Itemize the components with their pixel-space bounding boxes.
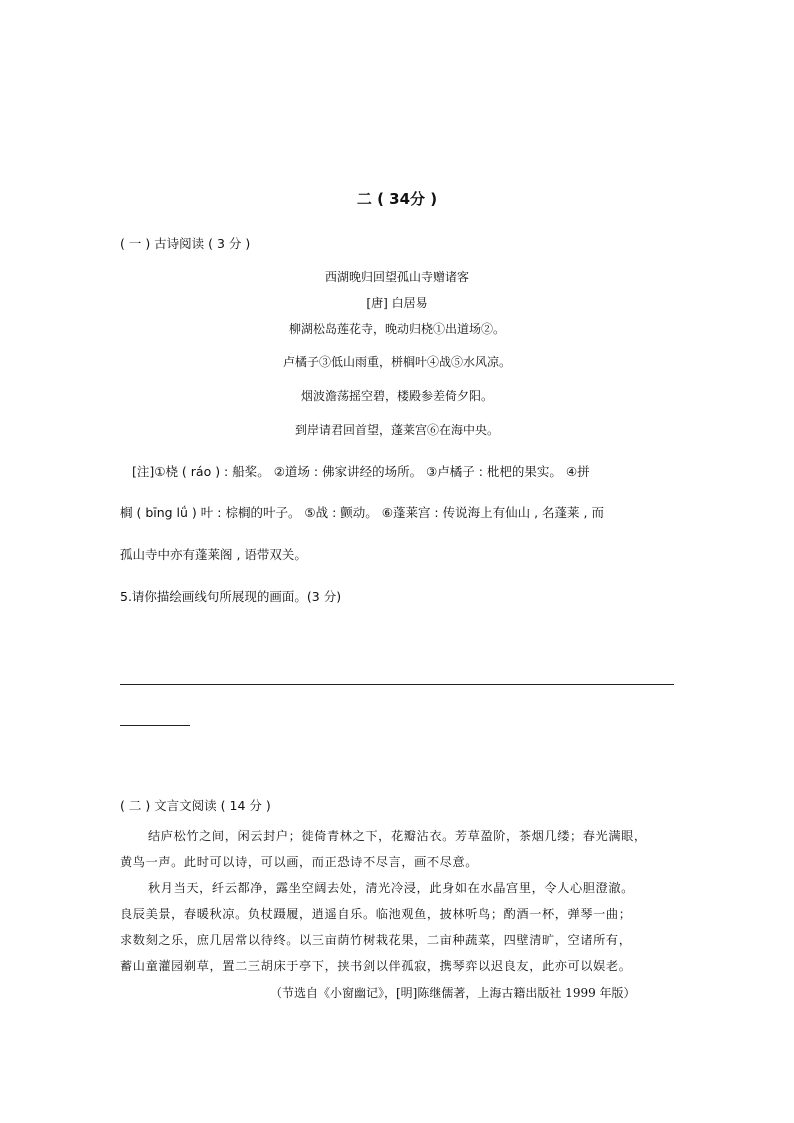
poem-author: [唐] 白居易 bbox=[366, 296, 428, 310]
poem-line: 柳湖松岛莲花寺，晚动归桡①出道场②。 bbox=[288, 322, 505, 336]
prose-line: 结庐松竹之间，闲云封户；徙倚青林之下，花瓣沾衣。芳草盈阶，茶烟几缕；春光满眼， bbox=[148, 829, 647, 843]
poem-title: 西湖晚归回望孤山寺赠诸客 bbox=[324, 270, 469, 284]
source-citation: （节选自《小窗幽记》，[明]陈继儒著，上海古籍出版社 1999 年版） bbox=[270, 986, 636, 1000]
section-title: 二 ( 34分 ) bbox=[356, 190, 438, 208]
prose-line: 蓄山童灌园剃草，置二三胡床于亭下，挟书剑以伴孤寂，携琴弈以迟良友，此亦可以娱老。 bbox=[120, 959, 632, 973]
prose-line: 良辰美景，春暖秋凉。负杖蹑履，逍遥自乐。临池观鱼，披林听鸟；酌酒一杯，弹琴一曲； bbox=[120, 907, 632, 921]
answer-line[interactable] bbox=[120, 684, 674, 685]
poem-note: 榈 ( bīng lǘ ) 叶 : 棕榈的叶子。 ⑤战 : 颤动。 ⑥蓬莱宫 : 传说海上有仙山 , 名蓬莱 , 而 bbox=[120, 505, 604, 520]
part1-heading: ( 一 ) 古诗阅读 ( 3 分 ) bbox=[120, 236, 251, 251]
prose-line: 黄鸟一声。此时可以诗，可以画，而正恐诗不尽言，画不尽意。 bbox=[120, 855, 479, 869]
poem-note: [注]①桡 ( ráo ) : 船桨。 ②道场 : 佛家讲经的场所。 ③卢橘子 : 枇杷的果实。 ④拼 bbox=[132, 464, 590, 479]
prose-line: 秋月当天，纤云都净，露坐空阔去处，清光冷浸，此身如在水晶宫里，令人心胆澄澈。 bbox=[148, 881, 634, 895]
question-5: 5.请你描绘画线句所展现的画面。(3 分) bbox=[120, 589, 342, 604]
prose-line: 求数刻之乐，庶几居常以待终。以三亩荫竹树栽花果，二亩种蔬菜，四壁清旷，空诸所有， bbox=[120, 933, 632, 947]
poem-line: 烟波澹荡摇空碧，楼殿参差倚夕阳。 bbox=[300, 389, 493, 403]
poem-line: 到岸请君回首望，蓬莱宫⑥在海中央。 bbox=[294, 423, 499, 437]
part2-heading: ( 二 ) 文言文阅读 ( 14 分 ) bbox=[120, 798, 271, 813]
poem-line: 卢橘子③低山雨重，栟榈叶④战⑤水风凉。 bbox=[282, 355, 511, 369]
answer-line[interactable] bbox=[120, 725, 190, 726]
poem-note: 孤山寺中亦有蓬莱阁 , 语带双关。 bbox=[120, 547, 307, 562]
